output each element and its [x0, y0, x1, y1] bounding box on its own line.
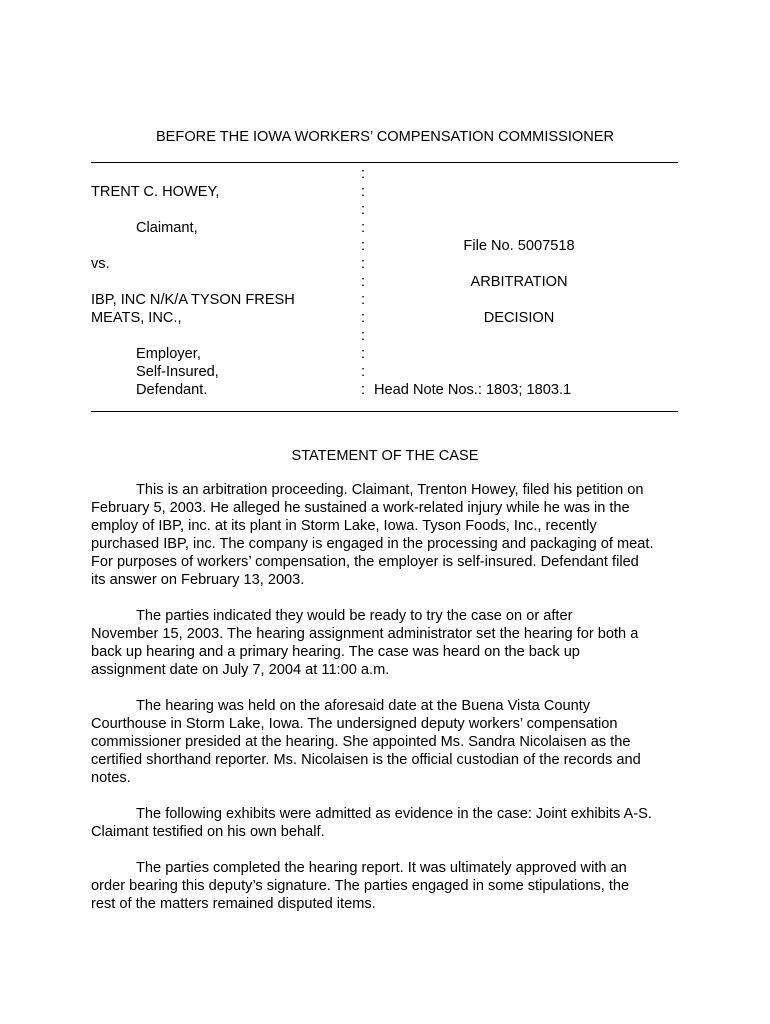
claimant-name: TRENT C. HOWEY,: [91, 184, 220, 200]
paragraph-line: order bearing this deputy’s signature. The parties engaged in some stipulations, the: [91, 878, 630, 894]
paragraph: [91, 481, 681, 589]
caption-left-line: [91, 273, 361, 291]
caption-bottom-rule: [91, 411, 678, 412]
paragraph-line: notes.: [91, 770, 131, 786]
defendant-name-line-1: IBP, INC N/K/A TYSON FRESH: [91, 292, 295, 308]
paragraph-line: assignment date on July 7, 2004 at 11:00 a.m.: [91, 662, 390, 678]
paragraph-line: The following exhibits were admitted as evidence in the case: Joint exhibits A-S.: [136, 806, 652, 822]
caption-colon: :: [361, 292, 366, 308]
paragraph-line: February 5, 2003. He alleged he sustained a work-related injury while he was in the: [91, 500, 630, 516]
paragraph-line: For purposes of workers’ compensation, the employer is self-insured. Defendant filed: [91, 554, 639, 570]
caption-colon: :: [361, 310, 366, 326]
paragraph: [91, 859, 681, 913]
caption-left-line: [91, 237, 361, 255]
caption-colon: :: [361, 256, 366, 272]
paragraph-line: This is an arbitration proceeding. Claimant, Trenton Howey, filed his petition on: [136, 482, 644, 498]
paragraph-line: The hearing was held on the aforesaid date at the Buena Vista County: [136, 698, 591, 714]
document-type: DECISION: [483, 310, 555, 326]
paragraph-line: rest of the matters remained disputed items.: [91, 896, 376, 912]
caption-colon: :: [361, 202, 366, 218]
caption-colon-column: [361, 165, 373, 399]
paragraph-line: purchased IBP, inc. The company is engaged in the processing and packaging of meat.: [91, 536, 654, 552]
caption-colon: :: [361, 238, 366, 254]
caption-colon: :: [361, 364, 366, 380]
document-heading: BEFORE THE IOWA WORKERS’ COMPENSATION COMMISSIONER: [155, 129, 615, 145]
caption-colon: :: [361, 382, 366, 398]
caption-left-line: [91, 327, 361, 345]
claimant-role: Claimant,: [136, 220, 198, 236]
file-number: File No. 5007518: [463, 238, 575, 254]
defendant-role-defendant: Defendant.: [136, 382, 208, 398]
head-note-numbers: Head Note Nos.: 1803; 1803.1: [374, 382, 572, 398]
versus-label: vs.: [91, 256, 110, 272]
caption-left-line: [91, 201, 361, 219]
paragraph-line: employ of IBP, inc. at its plant in Storm Lake, Iowa. Tyson Foods, Inc., recently: [91, 518, 597, 534]
caption-case-info: [374, 165, 664, 399]
defendant-role-self-insured: Self-Insured,: [136, 364, 219, 380]
statement-body: [91, 481, 681, 931]
paragraph-line: November 15, 2003. The hearing assignment administrator set the hearing for both a: [91, 626, 639, 642]
caption-parties: [91, 165, 361, 399]
caption-colon: :: [361, 166, 366, 182]
proceeding-type: ARBITRATION: [470, 274, 568, 290]
paragraph-line: commissioner presided at the hearing. She appointed Ms. Sandra Nicolaisen as the: [91, 734, 631, 750]
defendant-role-employer: Employer,: [136, 346, 201, 362]
paragraph-line: Claimant testified on his own behalf.: [91, 824, 325, 840]
section-title: STATEMENT OF THE CASE: [291, 448, 479, 464]
paragraph: [91, 805, 681, 841]
caption-colon: :: [361, 274, 366, 290]
paragraph-line: The parties completed the hearing report. It was ultimately approved with an: [136, 860, 627, 876]
paragraph-line: Courthouse in Storm Lake, Iowa. The undersigned deputy workers’ compensation: [91, 716, 618, 732]
caption-colon: :: [361, 220, 366, 236]
defendant-name-line-2: MEATS, INC.,: [91, 310, 182, 326]
caption-left-line: [91, 165, 361, 183]
paragraph-line: back up hearing and a primary hearing. The case was heard on the back up: [91, 644, 580, 660]
paragraph-line: The parties indicated they would be ready to try the case on or after: [136, 608, 573, 624]
caption-colon: :: [361, 346, 366, 362]
caption-colon: :: [361, 328, 366, 344]
paragraph-line: its answer on February 13, 2003.: [91, 572, 305, 588]
paragraph-line: certified shorthand reporter. Ms. Nicolaisen is the official custodian of the records and: [91, 752, 641, 768]
paragraph: [91, 697, 681, 787]
caption-colon: :: [361, 184, 366, 200]
paragraph: [91, 607, 681, 679]
caption-top-rule: [91, 162, 678, 163]
